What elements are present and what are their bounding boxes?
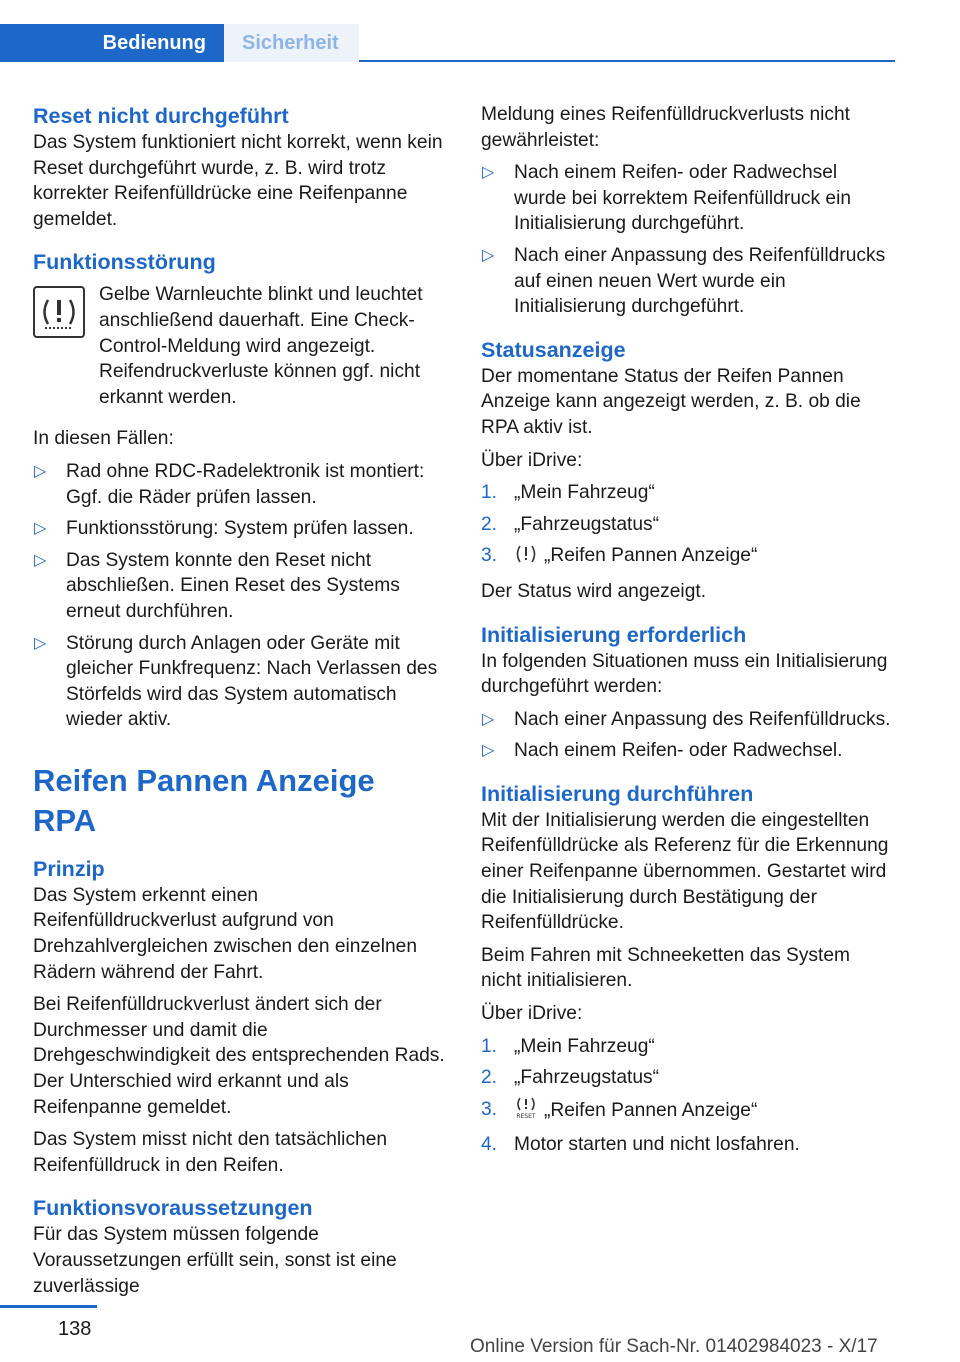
fault-heading: Funktionsstörung (33, 250, 216, 275)
cont-list (481, 160, 894, 320)
tire-reset-icon (514, 1097, 538, 1127)
init-required-heading: Initialisierung erforderlich (481, 622, 747, 647)
list-item: 3. „Reifen Pannen Anzeige“ (481, 543, 894, 572)
status-result: Der Status wird angezeigt. (481, 580, 707, 602)
triangle-bullet-icon: ▷ (482, 164, 495, 182)
tab-sicherheit[interactable]: Sicherheit (224, 24, 359, 62)
init-steps (481, 1034, 894, 1158)
idrive-label: Über iDrive: (481, 449, 583, 471)
list-item: 4. Motor starten und nicht losfahren. (481, 1134, 800, 1156)
list-item: ▷ Nach einem Reifen- oder Radwechsel wurde bei korrektem Reifenfülldruck ein Initialisierung durchgeführt. (482, 162, 851, 235)
svg-text:RESET: RESET (516, 1112, 536, 1119)
fault-text: Gelbe Warnleuchte blinkt und leuchtet anschließend dauerhaft. Eine Check-Control-Meldung wird angezeigt. Reifendruckverluste können ggf. nicht erkannt werden. (99, 284, 423, 408)
main-heading: Reifen Pannen Anzeige RPA (33, 762, 375, 838)
tab-bedienung[interactable]: Bedienung (0, 24, 224, 62)
cases-list (33, 459, 446, 733)
status-steps (481, 480, 894, 572)
reset-heading: Reset nicht durchgeführt (33, 104, 289, 128)
page-number: 138 (58, 1318, 92, 1340)
footer-note: Online Version für Sach-Nr. 01402984023 - X/17 (470, 1336, 878, 1357)
init-do-p1: Mit der Initialisierung werden die eingestellten Reifenfülldrücke als Referenz für die Erkennung einer Reifenpanne übernommen. Gestartet wird die Initialisierung durch Bestätigung der Reifenfülldrücke. (481, 809, 889, 934)
status-text: Der momentane Status der Reifen Pannen Anzeige kann angezeigt werden, z. B. ob die RPA aktiv ist. (481, 365, 861, 438)
header-tabs (0, 24, 895, 62)
triangle-bullet-icon: ▷ (482, 710, 495, 728)
status-heading: Statusanzeige (481, 337, 626, 362)
triangle-bullet-icon: ▷ (34, 551, 47, 569)
list-item: 2. „Fahrzeugstatus“ (481, 513, 660, 535)
list-item: 2. „Fahrzeugstatus“ (481, 1067, 660, 1089)
left-column (33, 102, 446, 1306)
list-item: ▷ Das System konnte den Reset nicht abschließen. Einen Reset des Systems erneut durchführen. (34, 549, 400, 622)
init-do-p2: Beim Fahren mit Schneeketten das System nicht initialisieren. (481, 944, 850, 992)
list-item: 3. RESET „Reifen Pannen Anzeige“ (481, 1097, 894, 1127)
init-do-heading: Initialisierung durchführen (481, 781, 754, 806)
principle-p3: Das System misst nicht den tatsächlichen Reifenfülldruck in den Reifen. (33, 1129, 388, 1176)
triangle-bullet-icon: ▷ (34, 634, 47, 652)
footer-divider (0, 1305, 97, 1308)
triangle-bullet-icon: ▷ (482, 246, 495, 264)
list-item: 1. „Mein Fahrzeug“ (481, 1035, 655, 1057)
cont-text: Meldung eines Reifenfülldruckverlusts nicht gewährleistet: (481, 104, 851, 151)
cases-intro: In diesen Fällen: (33, 428, 174, 450)
triangle-bullet-icon: ▷ (34, 520, 47, 538)
list-item: ▷ Rad ohne RDC-Radelektronik ist montiert: Ggf. die Räder prüfen lassen. (34, 460, 425, 508)
init-required-list (481, 707, 894, 764)
list-item: 1. „Mein Fahrzeug“ (481, 482, 655, 504)
principle-p2: Bei Reifenfülldruckverlust ändert sich der Durchmesser und damit die Drehgeschwindigkeit des entsprechenden Rads. Der Unterschied wird erkannt und als Reifenpanne gemeldet. (33, 994, 445, 1118)
tire-warning-small-icon (514, 544, 538, 572)
list-item: ▷ Störung durch Anlagen oder Geräte mit gleicher Funkfrequenz: Nach Verlassen des Störfelds wird das System automatisch wieder aktiv. (34, 632, 438, 731)
tire-pressure-warning-icon (33, 286, 85, 338)
triangle-bullet-icon: ▷ (482, 742, 495, 760)
list-item: ▷ Nach einem Reifen- oder Radwechsel. (481, 738, 894, 764)
idrive-label-2: Über iDrive: (481, 1003, 583, 1025)
triangle-bullet-icon: ▷ (34, 462, 47, 480)
requirements-heading: Funktionsvoraussetzungen (33, 1196, 313, 1221)
right-column (481, 102, 894, 1165)
list-item: ▷ Nach einer Anpassung des Reifenfülldrucks auf einen neuen Wert wurde ein Initialisierung durchgeführt. (482, 244, 886, 318)
principle-heading: Prinzip (33, 856, 105, 881)
fault-block (33, 282, 446, 410)
list-item: ▷ Funktionsstörung: System prüfen lassen. (33, 516, 446, 542)
requirements-text: Für das System müssen folgende Voraussetzungen erfüllt sein, sonst ist eine zuverlässige (33, 1224, 397, 1297)
list-item: ▷ Nach einer Anpassung des Reifenfülldrucks. (481, 707, 894, 733)
reset-text: Das System funktioniert nicht korrekt, wenn kein Reset durchgeführt wurde, z. B. wird trotz korrekter Reifenfülldrücke eine Reifenpanne gemeldet. (33, 132, 443, 230)
principle-p1: Das System erkennt einen Reifenfülldruckverlust aufgrund von Drehzahlvergleichen zwischen den einzelnen Rädern während der Fahrt. (33, 884, 417, 983)
init-required-text: In folgenden Situationen muss ein Initialisierung durchgeführt werden: (481, 650, 888, 698)
